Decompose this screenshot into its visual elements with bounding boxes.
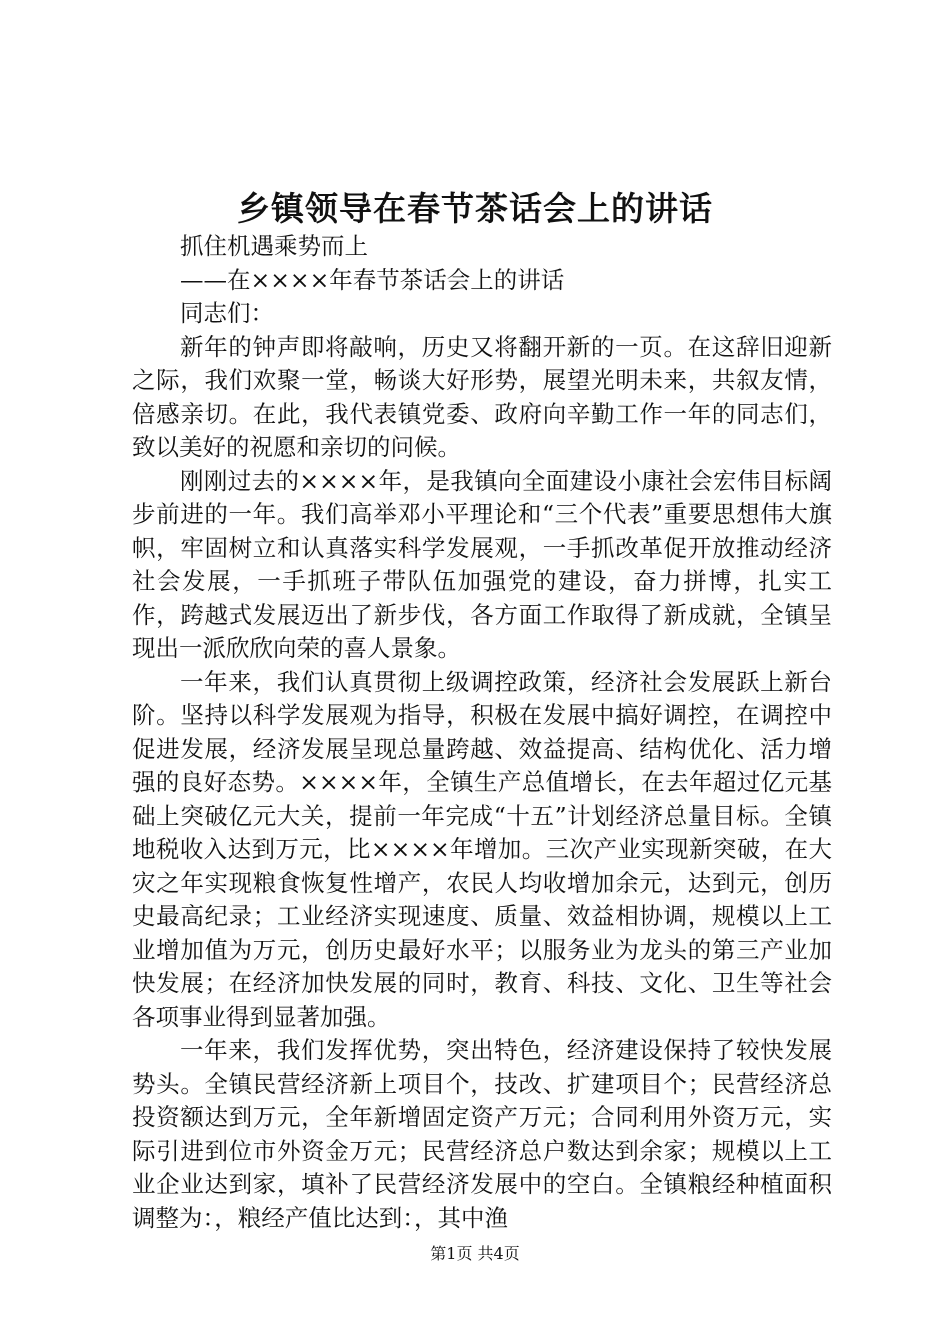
document-title: 乡镇领导在春节茶话会上的讲话 bbox=[237, 189, 713, 228]
document-subheading: ——在××××年春节茶话会上的讲话 bbox=[180, 265, 565, 294]
paragraph-4: 一年来，我们发挥优势，突出特色，经济建设保持了较快发展势头。全镇民营经济新上项目个，技改、扩建项目个；民营经济总投资额达到万元，全年新增固定资产万元；合同利用外资万元，实际引进到位市外资金万元；民营经济总户数达到余家；规模以上工业企业达到家，填补了民营经济发展中的空白。全镇粮经种植面积调整为：，粮经产值比达到：，其中渔 bbox=[132, 1036, 832, 1232]
paragraph-1: 新年的钟声即将敲响，历史又将翻开新的一页。在这辞旧迎新之际，我们欢聚一堂，畅谈大好形势，展望光明未来，共叙友情，倍感亲切。在此，我代表镇党委、政府向辛勤工作一年的同志们，致以美好的祝愿和亲切的问候。 bbox=[132, 332, 832, 461]
paragraph-2: 刚刚过去的××××年，是我镇向全面建设小康社会宏伟目标阔步前进的一年。我们高举邓小平理论和“三个代表”重要思想伟大旗帜，牢固树立和认真落实科学发展观，一手抓改革促开放推动经济社会发展，一手抓班子带队伍加强党的建设，奋力拼博，扎实工作，跨越式发展迈出了新步伐，各方面工作取得了新成就，全镇呈现出一派欣欣向荣的喜人景象。 bbox=[132, 466, 832, 662]
document-subtitle: 抓住机遇乘势而上 bbox=[180, 232, 368, 260]
document-body bbox=[132, 230, 832, 1235]
salutation: 同志们： bbox=[180, 299, 274, 327]
page-footer: 第1页 共4页 bbox=[430, 1244, 520, 1263]
paragraph-3: 一年来，我们认真贯彻上级调控政策，经济社会发展跃上新台阶。坚持以科学发展观为指导，积极在发展中搞好调控，在调控中促进发展，经济发展呈现总量跨越、效益提高、结构优化、活力增强的良好态势。××××年，全镇生产总值增长，在去年超过亿元基础上突破亿元大关，提前一年完成“十五”计划经济总量目标。全镇地税收入达到万元，比××××年增加。三次产业实现新突破，在大灾之年实现粮食恢复性增产，农民人均收增加余元，达到元，创历史最高纪录；工业经济实现速度、质量、效益相协调，规模以上工业增加值为万元，创历史最好水平；以服务业为龙头的第三产业加快发展；在经济加快发展的同时，教育、科技、文化、卫生等社会各项事业得到显著加强。 bbox=[132, 667, 832, 1031]
